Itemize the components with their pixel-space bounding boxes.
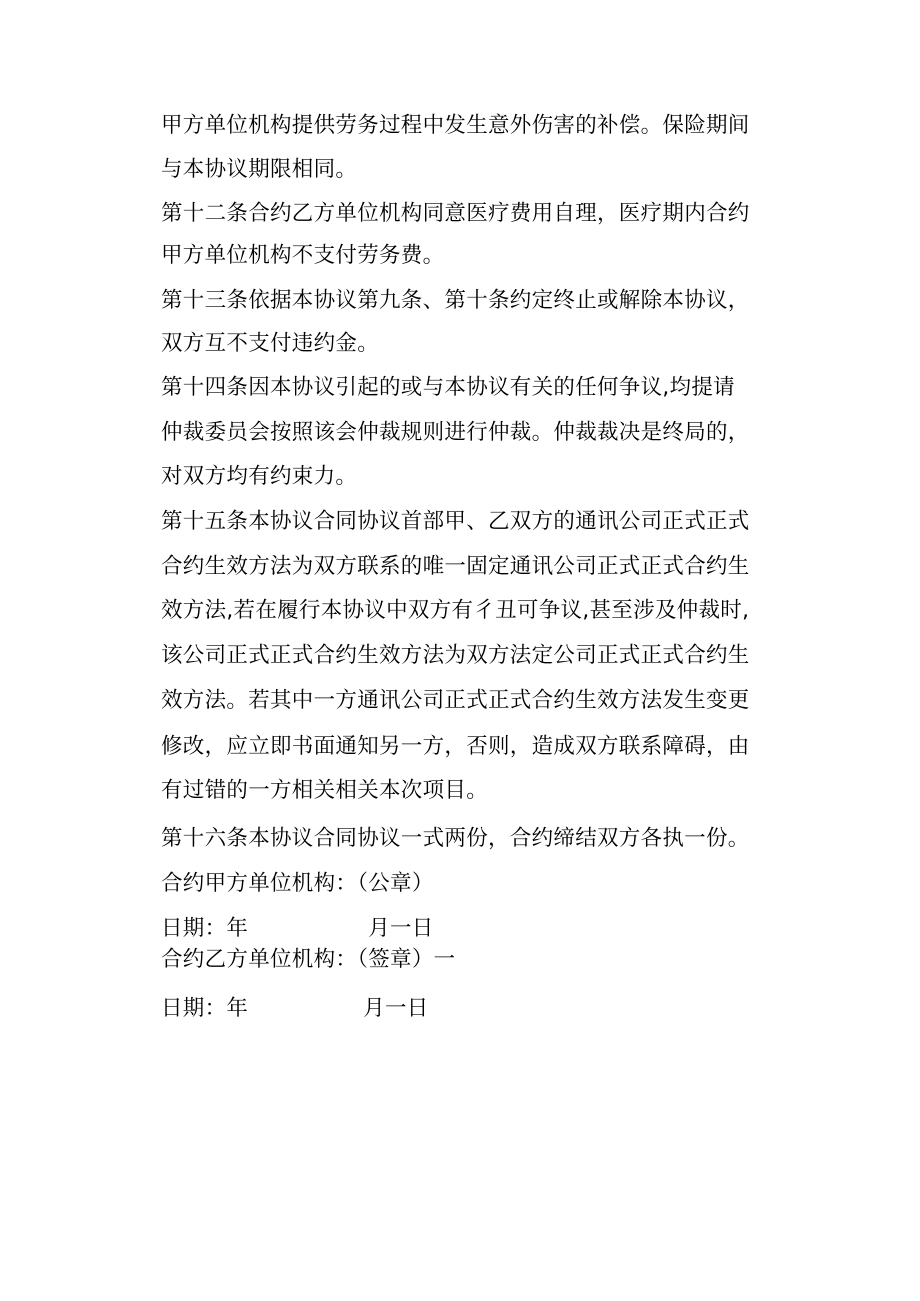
paragraph-line: 效方法。若其中一方通讯公司正式正式合约生效方法发生变更 <box>161 688 750 713</box>
paragraph-line: 有过错的一方相关相关本次项目。 <box>161 778 489 803</box>
paragraph-line: 与本协议期限相同。 <box>161 157 358 182</box>
paragraph-line: 该公司正式正式合约生效方法为双方法定公司正式正式合约生 <box>161 643 750 668</box>
party-a-date-line <box>161 915 434 943</box>
paragraph-line: 仲裁委员会按照该会仲裁规则进行仲裁。仲裁裁决是终局的， <box>161 420 750 445</box>
paragraph-line: 第十二条合约乙方单位机构同意医疗费用自理，医疗期内合约 <box>161 201 750 226</box>
date-b-prefix: 日期：年 <box>161 996 249 1021</box>
paragraph-line: 第十四条因本协议引起的或与本协议有关的任何争议,均提请 <box>161 375 735 400</box>
paragraph-line: 对双方均有约束力。 <box>161 464 358 489</box>
party-a-signature-label: 合约甲方单位机构：（公章） <box>161 871 434 896</box>
party-b-signature-label: 合约乙方单位机构：（签章）一 <box>161 947 456 972</box>
paragraph-line: 双方互不支付违约金。 <box>161 331 380 356</box>
paragraph-line: 合约生效方法为双方联系的唯一固定通讯公司正式正式合约生 <box>161 554 750 579</box>
paragraph-line: 第十五条本协议合同协议首部甲、乙双方的通讯公司正式正式 <box>161 509 750 534</box>
date-a-suffix: 月一日 <box>368 916 434 941</box>
paragraph-line: 第十三条依据本协议第九条、第十条约定终止或解除本协议， <box>161 288 750 313</box>
paragraph-line: 修改，应立即书面通知另一方，否则，造成双方联系障碍，由 <box>161 734 750 759</box>
date-a-prefix: 日期：年 <box>161 916 249 941</box>
paragraph-line: 效方法,若在履行本协议中双方有彳丑可争议,甚至涉及仲裁时, <box>161 598 750 623</box>
paragraph-line: 第十六条本协议合同协议一式两份，合约缔结双方各执一份。 <box>161 826 750 851</box>
paragraph-line: 甲方单位机构不支付劳务费。 <box>161 243 445 268</box>
party-b-date-line <box>161 995 429 1023</box>
paragraph-line: 甲方单位机构提供劳务过程中发生意外伤害的补偿。保险期间 <box>161 113 750 138</box>
date-b-suffix: 月一日 <box>363 996 429 1021</box>
